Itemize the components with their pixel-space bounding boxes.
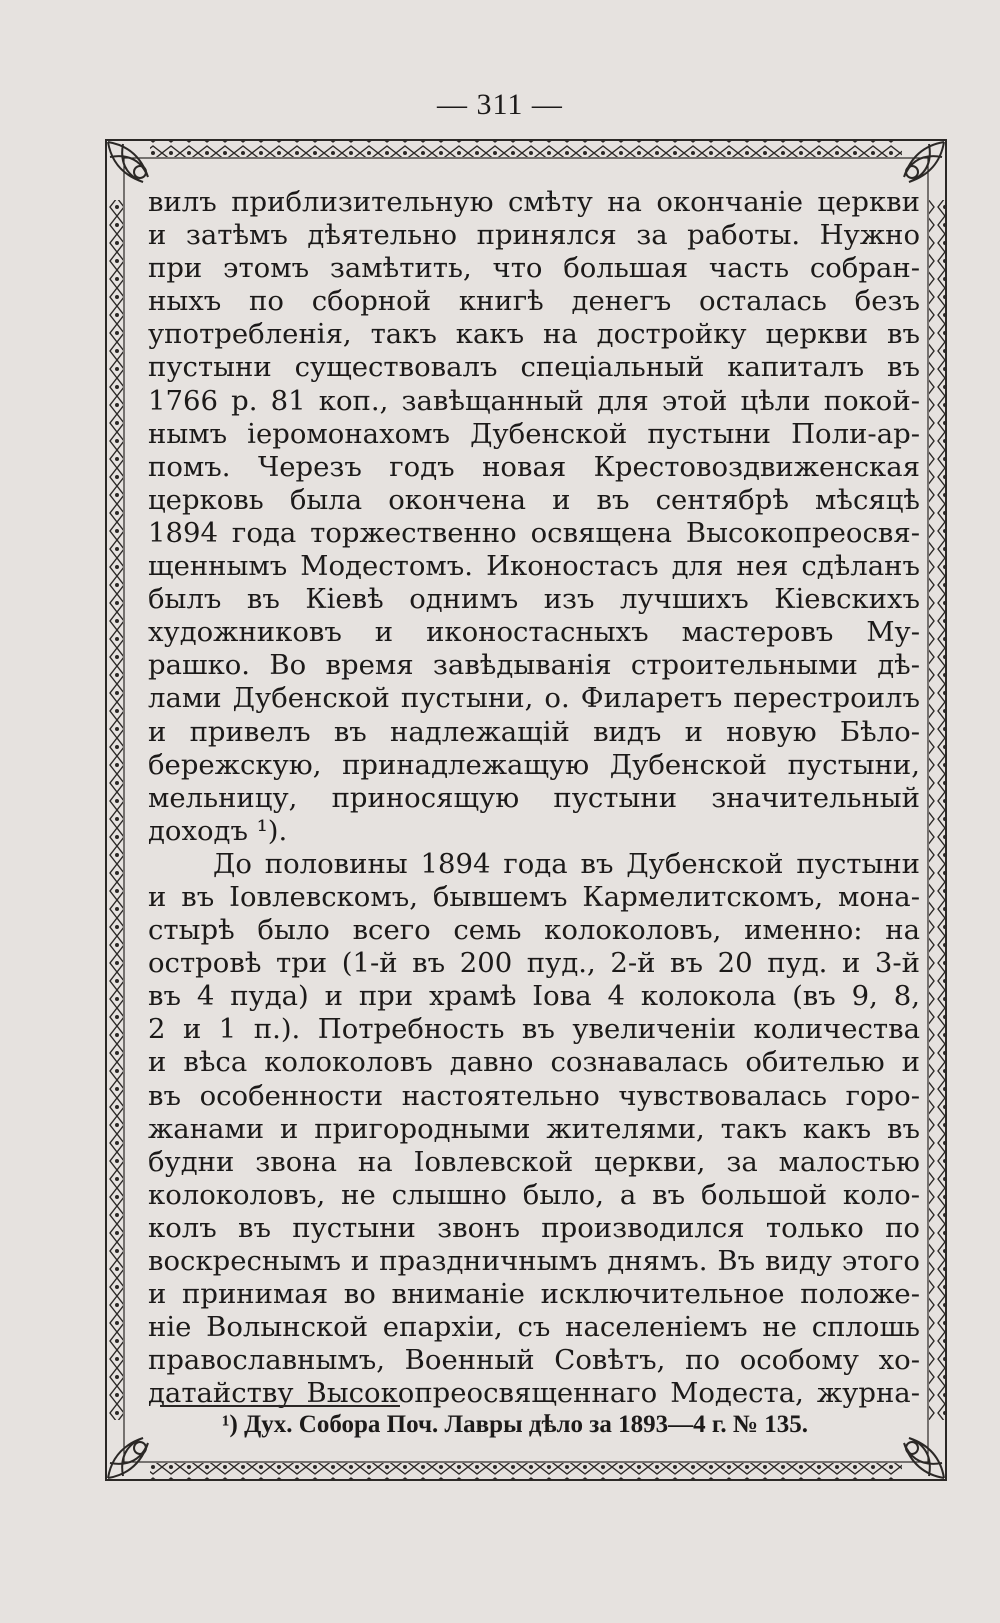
corner-ornament-icon (108, 1438, 148, 1478)
text-line: 2 и 1 п.). Потребность въ увеличеніи количества (148, 1013, 920, 1046)
text-line: будни звона на Іовлевской церкви, за малостью (148, 1145, 920, 1178)
text-line: помъ. Черезъ годъ новая Крестовоздвиженская (148, 450, 920, 483)
text-line: и въ Іовлевскомъ, бывшемъ Кармелитскомъ, мона- (148, 880, 920, 913)
text-line: датайству Высокопреосвященнаго Модеста, журна- (148, 1377, 920, 1410)
page-number: — 311 — (437, 88, 563, 121)
text-line: въ 4 пуда) и при храмѣ Іова 4 колокола (въ 9, 8, (148, 980, 920, 1013)
text-line: былъ въ Кіевѣ однимъ изъ лучшихъ Кіевскихъ (148, 583, 920, 616)
footnote: ¹) Дух. Собора Поч. Лавры дѣло за 1893—4 г. № 135. (222, 1411, 808, 1438)
footnote-divider (160, 1405, 400, 1407)
text-line: и вѣса колоколовъ давно сознавалась обителью и (148, 1046, 920, 1079)
text-line: мельницу, приносящую пустыни значительный (148, 781, 920, 814)
text-line: доходъ ¹). (148, 814, 288, 847)
text-line: и привелъ въ надлежащій видъ и новую Бѣло- (148, 715, 920, 748)
text-line: нымъ іеромонахомъ Дубенской пустыни Поли-ар- (148, 417, 920, 450)
body-text (148, 186, 920, 1410)
text-line: щеннымъ Модестомъ. Иконостасъ для нея сдѣланъ (148, 550, 920, 583)
text-line: и затѣмъ дѣятельно принялся за работы. Нужно (148, 219, 920, 252)
text-line: 1894 года торжественно освящена Высокопреосвя- (148, 516, 920, 549)
text-line: воскреснымъ и праздничнымъ днямъ. Въ виду этого (148, 1245, 920, 1277)
text-line: рашко. Во время завѣдыванія строительными дѣ- (148, 649, 920, 682)
text-line: бережскую, принадлежащую Дубенской пустыни, (148, 748, 920, 781)
text-line: стырѣ было всего семь колоколовъ, именно: на (148, 914, 920, 947)
text-line: колоколовъ, не слышно было, а въ большой коло- (148, 1178, 920, 1211)
text-line: 1766 р. 81 коп., завѣщанный для этой цѣли покой- (148, 384, 920, 417)
text-line: церковь была окончена и въ сентябрѣ мѣсяцѣ (148, 483, 920, 516)
text-line: при этомъ замѣтить, что большая часть собран- (148, 252, 920, 285)
text-line: употребленія, такъ какъ на достройку церкви въ (148, 318, 920, 351)
text-line: православнымъ, Военный Совѣтъ, по особому хо- (148, 1344, 920, 1377)
text-line: художниковъ и иконостасныхъ мастеровъ Му- (148, 616, 920, 649)
text-line: и принимая во вниманіе исключительное положе- (148, 1278, 920, 1311)
text-line: лами Дубенской пустыни, о. Филаретъ перестроилъ (148, 682, 920, 715)
corner-ornament-icon (904, 1438, 944, 1478)
text-line: островѣ три (1-й въ 200 пуд., 2-й въ 20 пуд. и 3-й (148, 947, 920, 980)
text-line: вилъ приблизительную смѣту на окончаніе церкви (148, 186, 920, 218)
text-line: ніе Волынской епархіи, съ населеніемъ не сплошь (148, 1311, 920, 1344)
text-line: ныхъ по сборной книгѣ денегъ осталась безъ (148, 285, 920, 318)
paragraph-start-line: До половины 1894 года въ Дубенской пустыни (213, 847, 920, 880)
text-line: въ особенности настоятельно чувствовалась горо- (148, 1079, 920, 1112)
text-line: пустыни существовалъ спеціальный капиталъ въ (148, 351, 920, 384)
text-line: колъ въ пустыни звонъ производился только по (148, 1211, 920, 1244)
corner-ornament-icon (904, 142, 944, 182)
text-line: жанами и пригородными жителями, такъ какъ въ (148, 1112, 920, 1145)
corner-ornament-icon (108, 142, 148, 182)
